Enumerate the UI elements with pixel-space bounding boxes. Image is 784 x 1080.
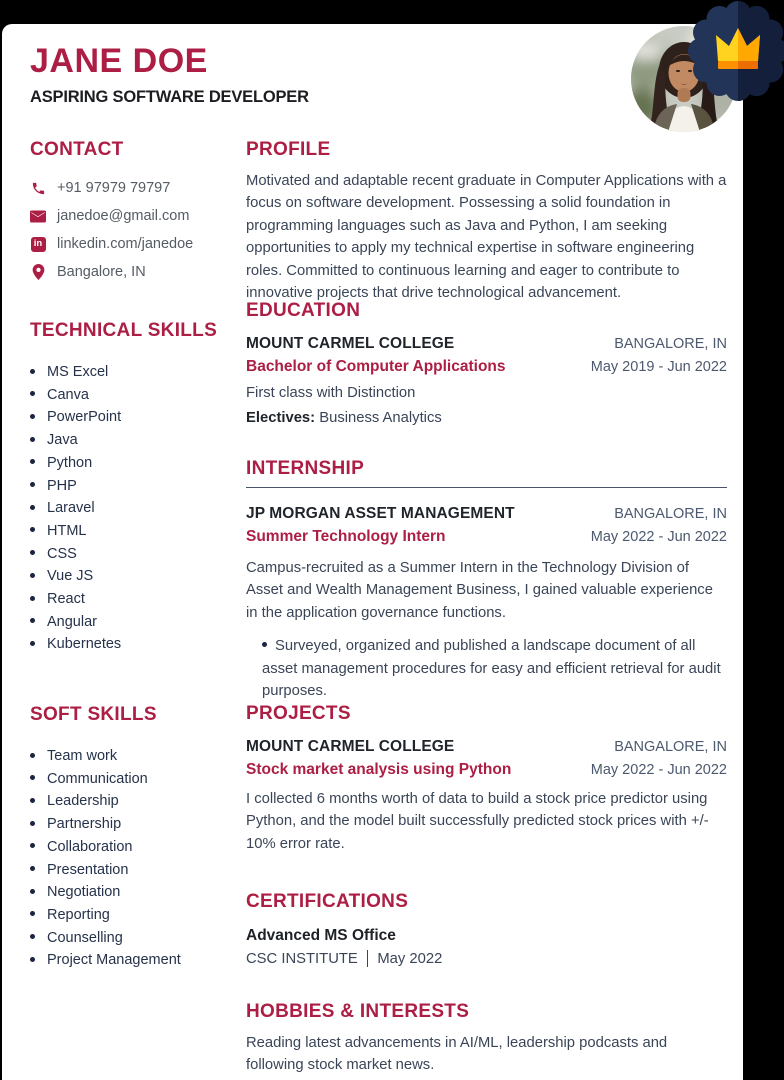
skill-item: Vue JS xyxy=(30,565,236,588)
contact-item-linkedin xyxy=(30,236,236,252)
electives-label: Electives: xyxy=(246,410,316,426)
phone-icon xyxy=(30,180,46,196)
crown-badge-icon xyxy=(688,0,784,102)
certification-meta xyxy=(246,950,727,967)
skill-item: Python xyxy=(30,452,236,475)
project-dates: May 2022 - Jun 2022 xyxy=(590,762,727,778)
certification-date: May 2022 xyxy=(377,950,443,967)
project-entry xyxy=(246,738,727,855)
certification-name: Advanced MS Office xyxy=(246,927,396,944)
contact-item-location xyxy=(30,264,236,280)
technical-skills-list xyxy=(30,361,236,656)
skill-item: Counselling xyxy=(30,927,236,950)
resume-header xyxy=(30,44,309,107)
project-summary: I collected 6 months worth of data to build a stock price predictor using Python, and the model built successfully predicted stock prices with +/- 10% error rate. xyxy=(246,791,709,852)
soft-skills-list xyxy=(30,745,236,972)
skill-item: MS Excel xyxy=(30,361,236,384)
skill-item: Partnership xyxy=(30,813,236,836)
technical-skills-heading: TECHNICAL SKILLS xyxy=(30,320,218,341)
skill-item: Canva xyxy=(30,384,236,407)
skill-item: Angular xyxy=(30,611,236,634)
skill-item: HTML xyxy=(30,520,236,543)
education-electives xyxy=(246,410,727,426)
divider-bar xyxy=(367,950,369,967)
profile-section xyxy=(246,140,727,304)
internship-section xyxy=(246,459,727,702)
skill-item: Java xyxy=(30,429,236,452)
skill-item: Laravel xyxy=(30,497,236,520)
project-org: MOUNT CARMEL COLLEGE xyxy=(246,738,455,755)
skill-item: PHP xyxy=(30,475,236,498)
education-dates: May 2019 - Jun 2022 xyxy=(590,359,727,375)
skill-item: PowerPoint xyxy=(30,406,236,429)
skill-item: Team work xyxy=(30,745,236,768)
contact-linkedin: linkedin.com/janedoe xyxy=(57,236,194,252)
soft-skills-section xyxy=(30,705,236,972)
profile-text: Motivated and adaptable recent graduate in Computer Applications with a focus on software development. Possessing a solid foundation in programming languages such as Java and Python, I am seeking opportunities to apply my technical expertise in software engineering roles. Committed to continuous learning and eager to contribute to innovative projects that drive technological advancement. xyxy=(246,173,727,302)
certifications-heading: CERTIFICATIONS xyxy=(246,891,409,912)
certifications-section xyxy=(246,892,727,967)
project-title: Stock market analysis using Python xyxy=(246,761,512,778)
projects-heading: PROJECTS xyxy=(246,703,351,724)
technical-skills-section xyxy=(30,321,236,656)
candidate-name: JANE DOE xyxy=(30,42,208,80)
bullet-dot xyxy=(262,642,267,647)
contact-item-phone xyxy=(30,180,236,196)
hobbies-text: Reading latest advancements in AI/ML, leadership podcasts and following stock market news. xyxy=(246,1035,668,1074)
skill-item: Leadership xyxy=(30,790,236,813)
contact-location: Bangalore, IN xyxy=(57,264,146,280)
education-org: MOUNT CARMEL COLLEGE xyxy=(246,335,455,352)
hobbies-heading: HOBBIES & INTERESTS xyxy=(246,1001,470,1022)
mail-icon xyxy=(30,208,46,224)
linkedin-icon: in xyxy=(30,236,46,252)
internship-location: BANGALORE, IN xyxy=(614,506,727,522)
internship-entry xyxy=(246,505,727,702)
skill-item: React xyxy=(30,588,236,611)
certification-issuer: CSC INSTITUTE xyxy=(246,950,358,967)
internship-bullet: Surveyed, organized and published a landscape document of all asset management procedures for easy and efficient retrieval for audit purposes. xyxy=(262,638,721,700)
education-location: BANGALORE, IN xyxy=(614,336,727,352)
internship-role: Summer Technology Intern xyxy=(246,528,446,545)
electives-value: Business Analytics xyxy=(319,410,442,426)
contact-phone: +91 97979 79797 xyxy=(57,180,171,196)
internship-summary: Campus-recruited as a Summer Intern in the Technology Division of Asset and Wealth Management Business, I gained valuable experience in the application governance functions. xyxy=(246,560,713,621)
section-divider-line xyxy=(246,487,727,488)
internship-dates: May 2022 - Jun 2022 xyxy=(590,529,727,545)
education-heading: EDUCATION xyxy=(246,300,361,321)
projects-section xyxy=(246,704,727,855)
skill-item: Communication xyxy=(30,768,236,791)
candidate-title: ASPIRING SOFTWARE DEVELOPER xyxy=(30,87,309,106)
skill-item: Collaboration xyxy=(30,836,236,859)
contact-section xyxy=(30,140,236,292)
skill-item: Reporting xyxy=(30,904,236,927)
education-degree: Bachelor of Computer Applications xyxy=(246,358,506,375)
education-entry xyxy=(246,335,727,426)
skill-item: Kubernetes xyxy=(30,633,236,656)
project-location: BANGALORE, IN xyxy=(614,739,727,755)
location-pin-icon xyxy=(30,264,46,280)
hobbies-section xyxy=(246,1002,727,1077)
profile-heading: PROFILE xyxy=(246,139,331,160)
skill-item: Project Management xyxy=(30,949,236,972)
contact-heading: CONTACT xyxy=(30,139,124,160)
soft-skills-heading: SOFT SKILLS xyxy=(30,704,157,725)
resume-page xyxy=(2,24,743,1080)
contact-list xyxy=(30,180,236,280)
contact-email: janedoe@gmail.com xyxy=(57,208,190,224)
skill-item: CSS xyxy=(30,543,236,566)
internship-org: JP MORGAN ASSET MANAGEMENT xyxy=(246,505,515,522)
education-section xyxy=(246,301,727,426)
education-detail: First class with Distinction xyxy=(246,385,416,401)
internship-heading: INTERNSHIP xyxy=(246,458,365,479)
skill-item: Negotiation xyxy=(30,881,236,904)
contact-item-email xyxy=(30,208,236,224)
skill-item: Presentation xyxy=(30,859,236,882)
